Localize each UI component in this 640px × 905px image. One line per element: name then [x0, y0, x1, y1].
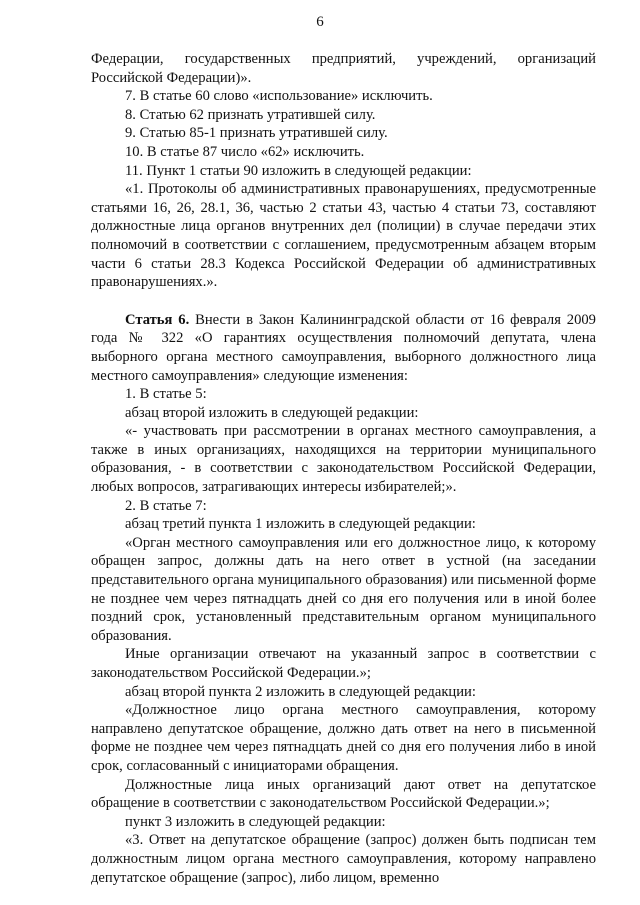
- paragraph: 1. В статье 5:: [125, 386, 207, 403]
- paragraph: 10. В статье 87 число «62» исключить.: [125, 143, 365, 160]
- paragraph: Федерации, государственных предприятий, учреждений, организаций Российской Федерации)».: [91, 51, 596, 86]
- paragraph-gap: [91, 292, 596, 311]
- article-paragraph: [91, 311, 596, 385]
- paragraph: пункт 3 изложить в следующей редакции:: [125, 813, 386, 830]
- paragraph: абзац второй изложить в следующей редакции:: [125, 404, 419, 421]
- paragraph: «3. Ответ на депутатское обращение (запрос) должен быть подписан тем должностным лицом органа местного самоуправления, которому направлено депутатское обращение (запрос), либо лицом, временно: [91, 832, 596, 886]
- paragraph: абзац третий пункта 1 изложить в следующей редакции:: [125, 516, 476, 533]
- paragraph: «Орган местного самоуправления или его должностное лицо, к которому обращен запрос, должны дать на него ответ в устной (на заседании представительного органа муниципального образования) или письменной форме не позднее чем через пятнадцать дней со дня его получения или в иной более поздний срок, установленный представительным органом муниципального образования.: [91, 534, 596, 644]
- article-text: Внести в Закон Калининградской области от 16 февраля 2009 года № 322 «О гарантиях осуществления полномочий депутата, члена выборного органа местного самоуправления, выборного должностного лица местного самоуправления» следующие изменения:: [91, 311, 596, 384]
- paragraph: «Должностное лицо органа местного самоуправления, которому направлено депутатское обращение, должно дать ответ на него в письменной форме не позднее чем через пятнадцать дней со дня его получения либо в иной срок, согласованный с инициаторами обращения.: [91, 702, 596, 774]
- paragraph: 8. Статью 62 признать утратившей силу.: [125, 106, 376, 123]
- paragraph: 11. Пункт 1 статьи 90 изложить в следующей редакции:: [125, 162, 472, 179]
- paragraph: Должностные лица иных организаций дают ответ на депутатское обращение в соответствии с законодательством Российской Федерации.»;: [91, 776, 596, 812]
- document-body: [91, 50, 596, 887]
- paragraph: Иные организации отвечают на указанный запрос в соответствии с законодательством Российской Федерации.»;: [91, 646, 596, 681]
- paragraph: 7. В статье 60 слово «использование» исключить.: [125, 88, 433, 105]
- page-number: 6: [316, 14, 324, 30]
- paragraph: 9. Статью 85-1 признать утратившей силу.: [125, 125, 388, 142]
- paragraph: «1. Протоколы об административных правонарушениях, предусмотренные статьями 16, 26, 28.1, 36, частью 2 статьи 43, частью 4 статьи 73, составляют должностные лица органов внутренних дел (полиции) в случае передачи этих полномочий в соответствии с соглашением, предусмотренным абзацем вторым части 6 статьи 28.3 Кодекса Российской Федерации об административных правонарушениях.».: [91, 181, 596, 291]
- paragraph: 2. В статье 7:: [125, 497, 207, 514]
- article-heading: Статья 6.: [125, 311, 190, 328]
- paragraph: «- участвовать при рассмотрении в органах местного самоуправления, а также в иных организациях, находящихся на территории муниципального образования, - в соответствии с законодательством Российской Федерации, любых вопросов, затрагивающих интересы избирателей;».: [91, 423, 596, 496]
- paragraph: абзац второй пункта 2 изложить в следующей редакции:: [125, 683, 476, 700]
